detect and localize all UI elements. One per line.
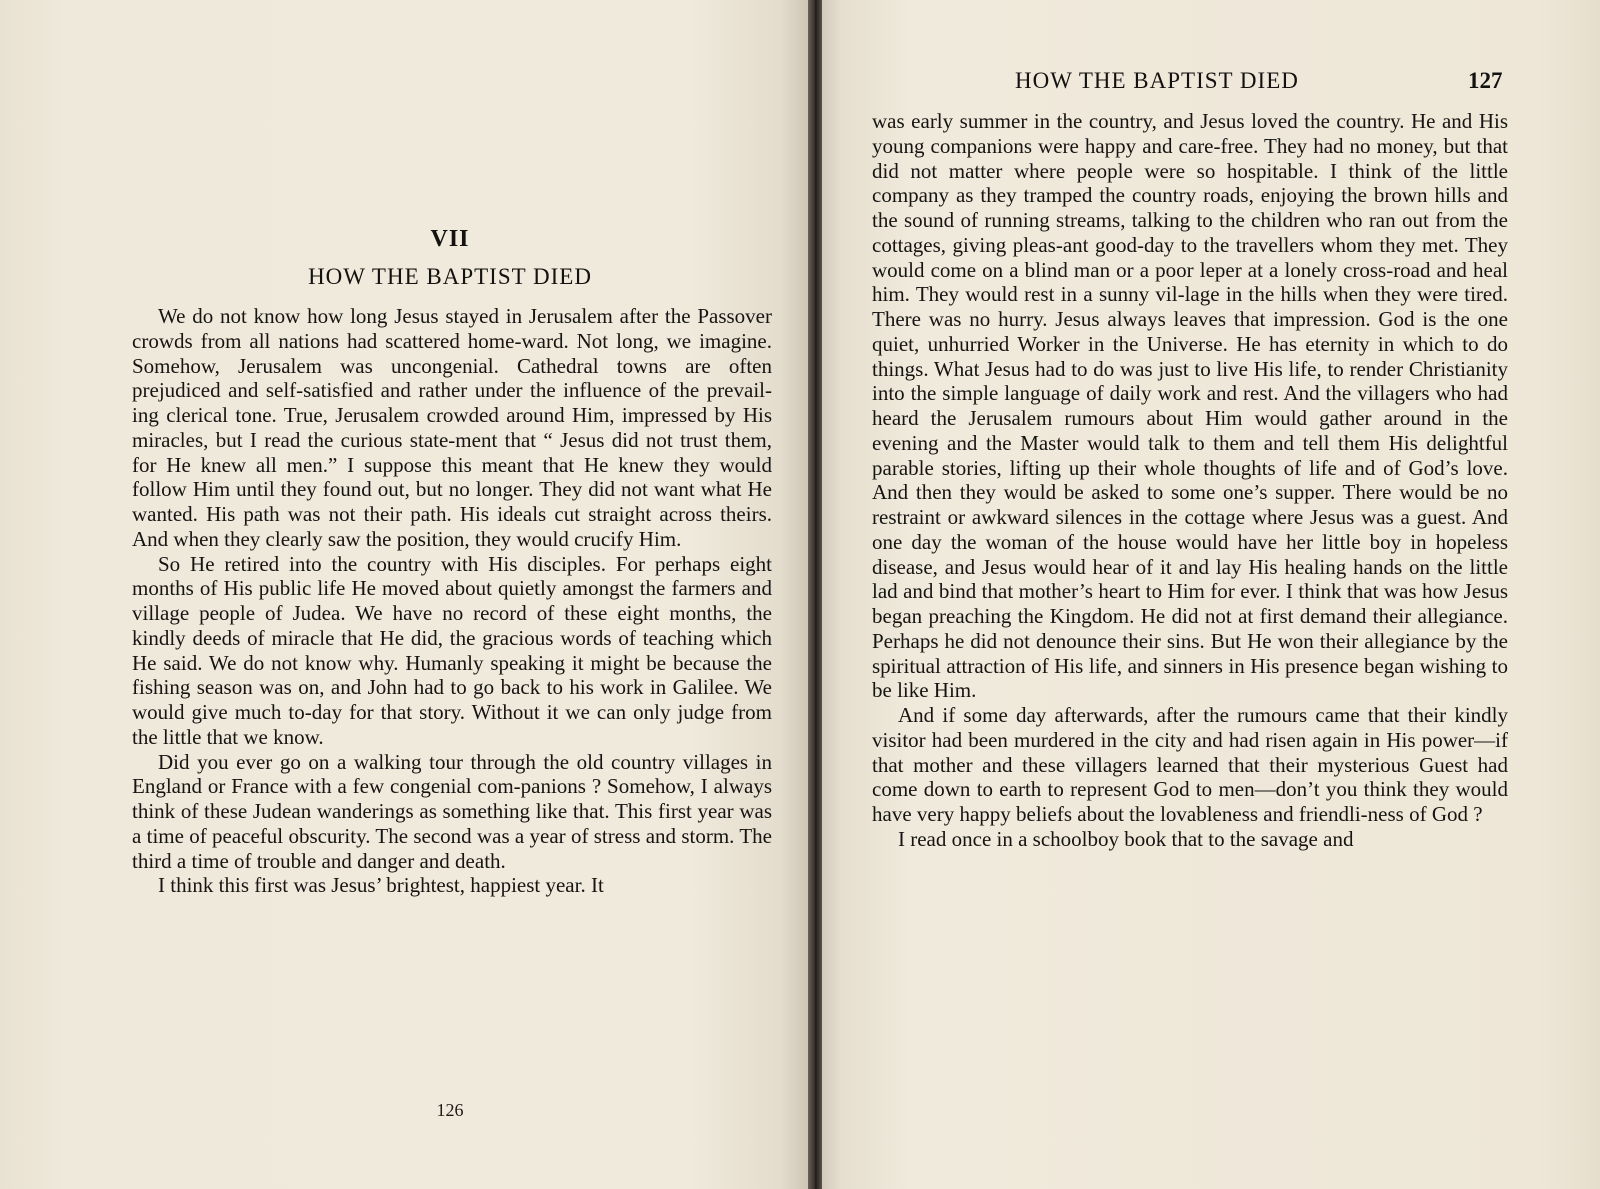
paragraph: I think this first was Jesus’ brightest, happiest year. It [158,873,604,898]
page-number-right: 127 [1468,68,1503,93]
paragraph: So He retired into the country with His disciples. For perhaps eight months of His public life He moved about quietly amongst the farmers and village people of Judea. We have no record of these eight months, the kindly deeds of miracle that He did, the gracious words of teaching which He said. We do not know why. Humanly speaking it might be because the fishing season was on, and John had to go back to his work in Galilee. We would give much to-day for that story. Without it we can only judge from the little that we know. [132,551,772,749]
paragraph: We do not know how long Jesus stayed in Jerusalem after the Passover crowds from all nations had scattered home-ward. Not long, we imagine. Somehow, Jerusalem was uncongenial. Cathedral towns are often prejudiced and self-satisfied and rather under the influence of the prevail-ing clerical tone. True, Jerusalem crowded around Him, impressed by His miracles, but I read the curious state-ment that “ Jesus did not trust them, for He knew all men.” I suppose this meant that He knew they would follow Him until they found out, but no longer. They did not want what He wanted. His path was not their path. His ideals cut straight across theirs. And when they clearly saw the position, they would crucify Him. [132,304,772,551]
paragraph: Did you ever go on a walking tour through the old country villages in England or France with a few congenial com-panions ? Somehow, I always think of these Judean wanderings as something like that. This first year was a time of peaceful obscurity. The second was a year of stress and storm. The third a time of trouble and danger and death. [132,749,772,873]
right-page-body [872,109,1508,852]
chapter-title: HOW THE BAPTIST DIED [308,264,592,289]
paragraph: And if some day afterwards, after the rumours came that their kindly visitor had been murdered in the city and had risen again in His power—if that mother and these villagers learned that their mysterious Guest had come down to earth to represent God to men—don’t you think they would have very happy beliefs about the lovableness and friendli-ness of God ? [872,703,1508,826]
chapter-number: VII [430,226,470,252]
page-number-left: 126 [436,1100,464,1120]
left-page-body [132,304,772,898]
paragraph: I read once in a schoolboy book that to the savage and [898,826,1354,851]
paragraph: was early summer in the country, and Jesus loved the country. He and His young companions were happy and care-free. They had no money, but that did not matter where people were so hospitable. I think of the little company as they tramped the country roads, enjoying the brown hills and the sound of running streams, talking to the children who ran out from the cottages, giving pleas-ant good-day to the travellers whom they met. They would come on a blind man or a poor leper at a lonely cross-road and heal him. They would rest in a sunny vil-lage in the hills when they were tired. There was no hurry. Jesus always leaves that impression. God is the one quiet, unhurried Worker in the Universe. He has eternity in which to do things. What Jesus had to do was just to live His life, to render Christianity into the simple language of daily work and rest. And the villagers who had heard the Jerusalem rumours about Him would gather around in the evening and the Master would talk to them and tell them His delightful parable stories, lifting up their whole thoughts of life and of God’s love. And then they would be asked to some one’s supper. There would be no restraint or awkward silences in the cottage where Jesus was a guest. And one day the woman of the house would have her little boy in hopeless disease, and Jesus would hear of it and lay His healing hands on the little lad and bind that mother’s heart to Him for ever. I think that was how Jesus began preaching the Kingdom. He did not at first demand their allegiance. Perhaps he did not denounce their sins. But He won their allegiance by the spiritual attraction of His life, and sinners in His presence began wishing to be like Him. [872,109,1508,703]
running-head: HOW THE BAPTIST DIED [1015,68,1299,93]
book-gutter [808,0,822,1189]
